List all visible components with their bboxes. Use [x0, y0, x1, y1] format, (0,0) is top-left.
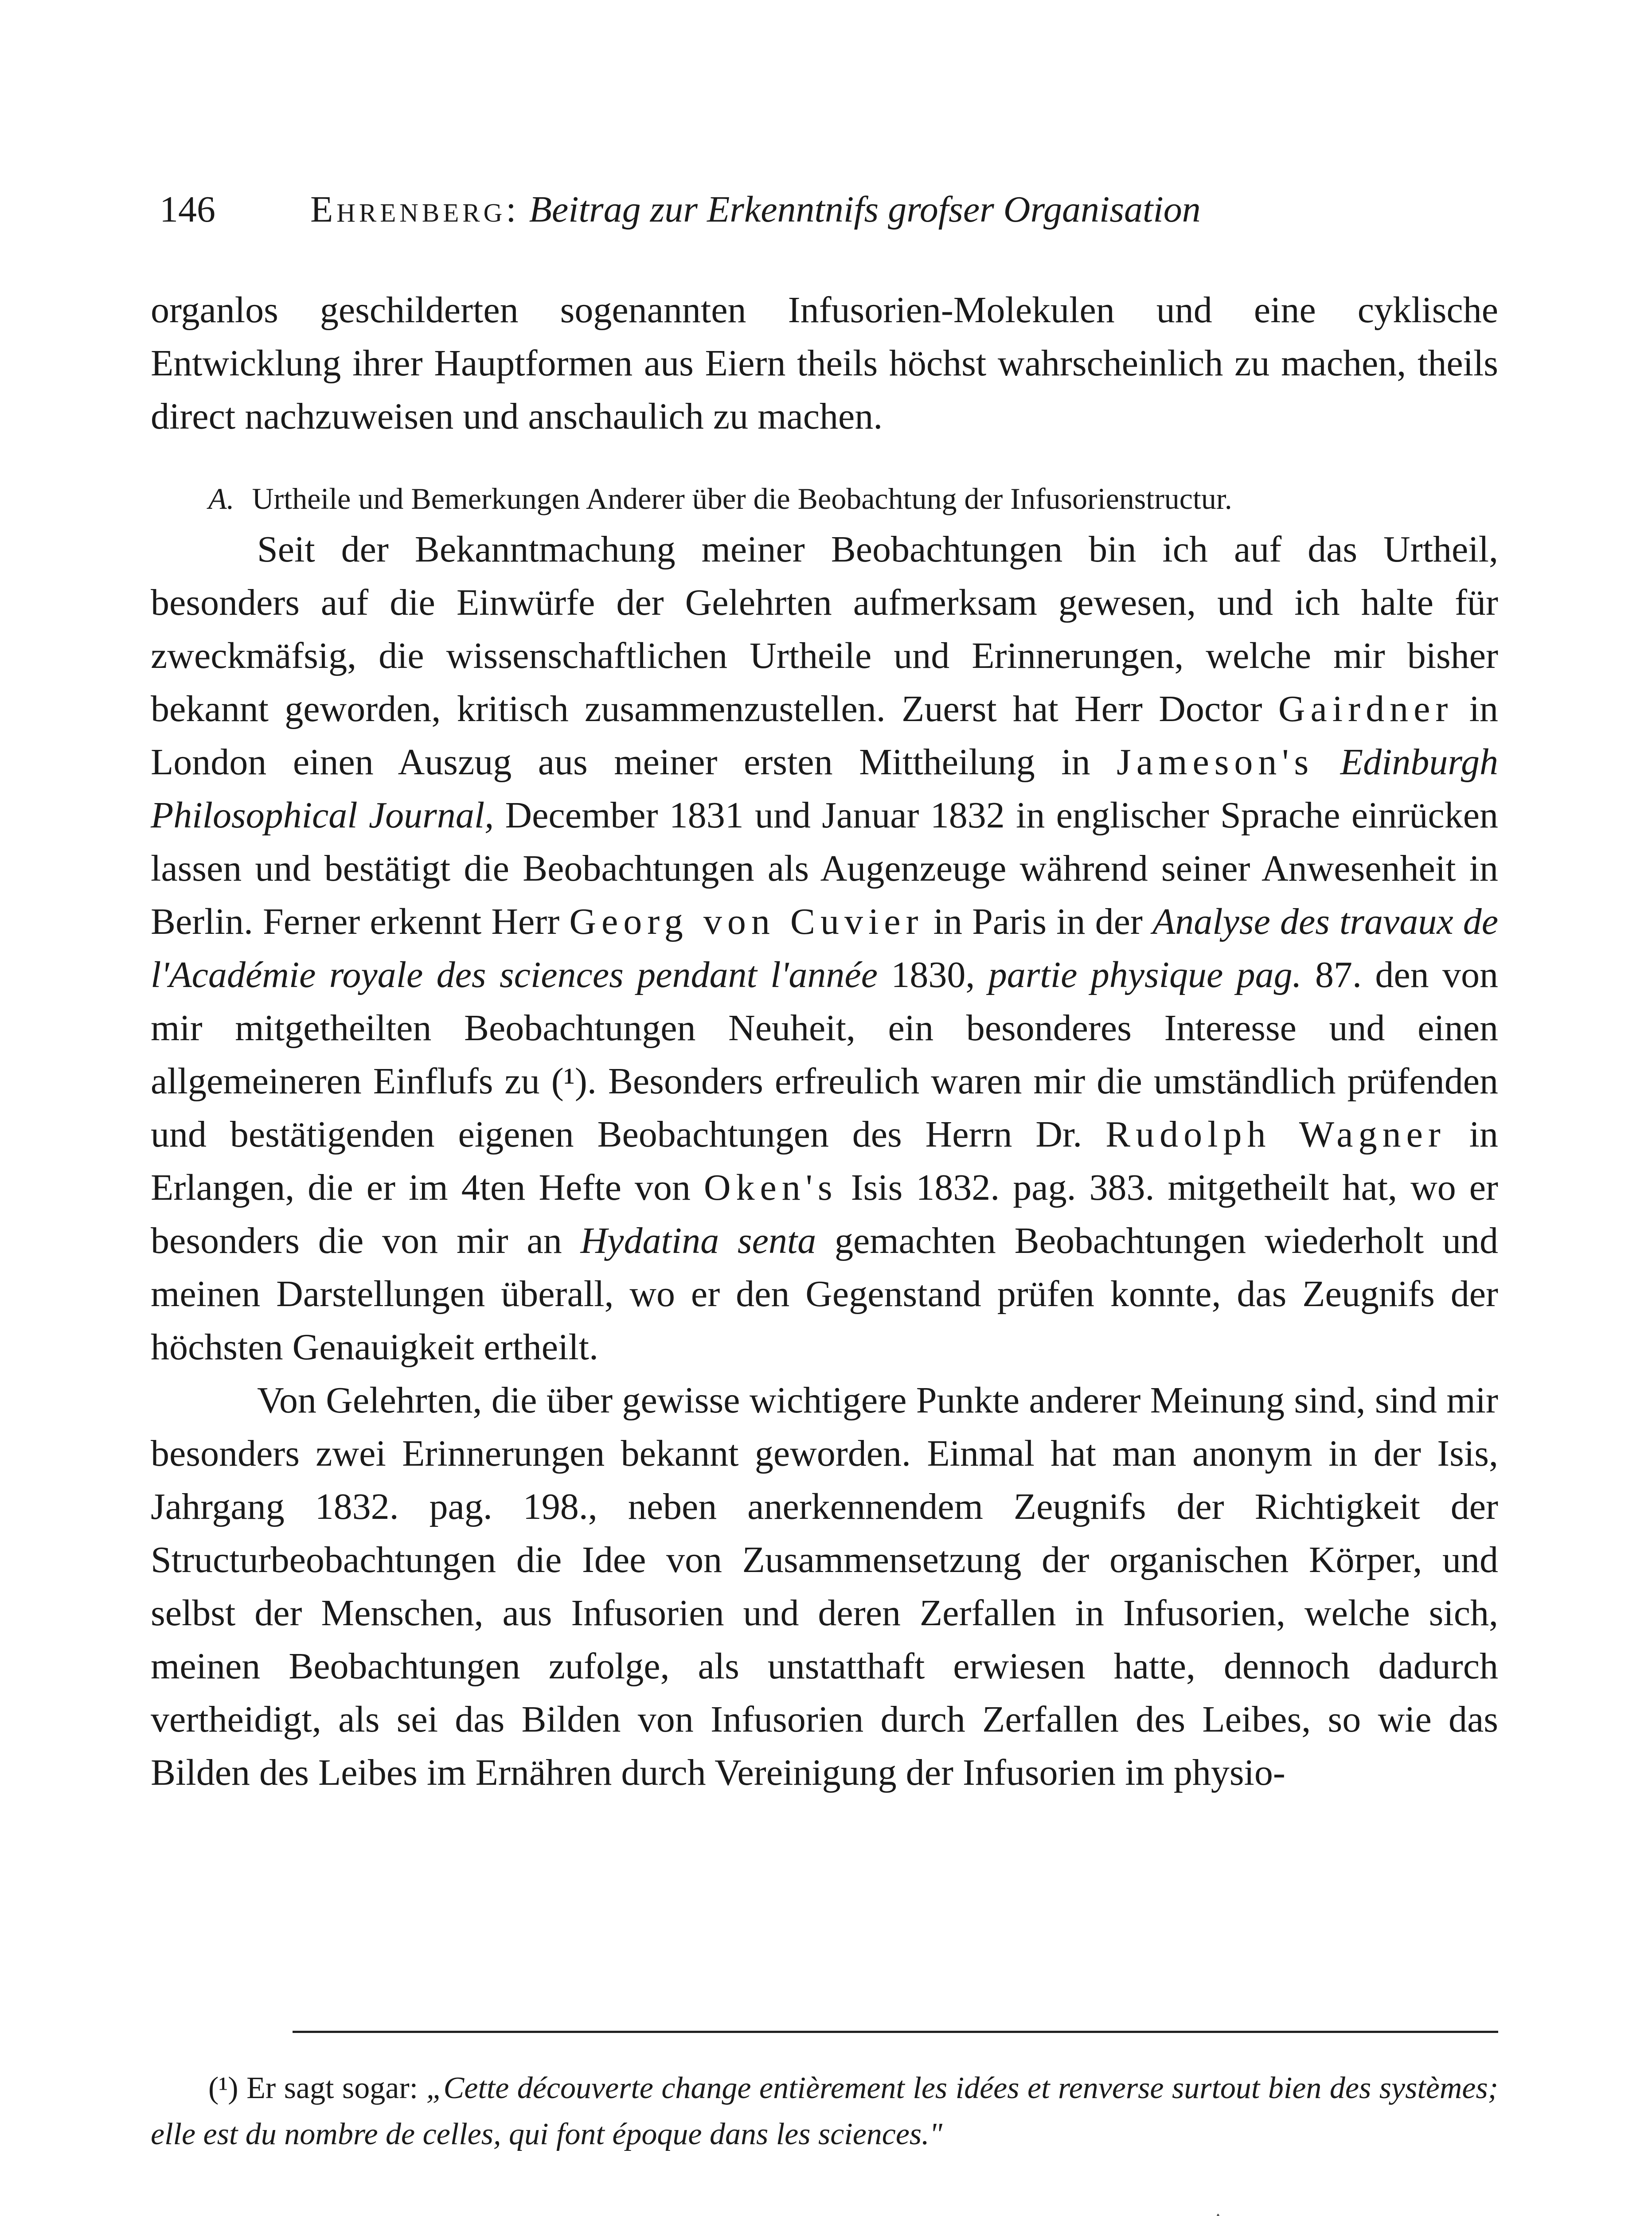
text-run: gemachten Beobachtungen wiederholt und meinen Darstellungen überall, wo er den Gegenstand prüfen konnte, das Zeugnifs der höchsten Genauigkeit ertheilt. — [151, 1220, 1498, 1368]
text-run: 1830, — [878, 954, 988, 995]
header-author: Ehrenberg: — [310, 189, 520, 230]
main-text — [151, 284, 1498, 1799]
footnote — [151, 2065, 1498, 2157]
name-wagner: Rudolph Wagner — [1105, 1114, 1446, 1155]
text-run: December 1831 und Januar 1832 in englischer Sprache einrücken lassen und bestätigt die Beobachtungen als Augenzeuge während seiner Anwesenheit in Berlin. Ferner erkennt Herr — [151, 795, 1498, 942]
name-cuvier: Georg von Cuvier — [569, 901, 924, 942]
text-run: in Paris in der — [923, 901, 1152, 942]
text-run: 87. den von mir mitgetheilten Beobachtungen Neuheit, ein besonderes Interesse und einen allgemeineren Einflufs zu (¹). Besonders erfreulich waren mir die umständlich prüfenden und bestätigenden eigenen Beobachtungen des Herrn Dr. — [151, 954, 1498, 1155]
paragraph-1 — [151, 523, 1498, 1374]
section-heading — [151, 474, 1498, 523]
footnote-divider — [293, 2031, 1498, 2033]
footnote-marker: (¹) — [208, 2071, 238, 2105]
paragraph-continuation: organlos geschilderten sogenannten Infusorien-Molekulen und eine cyklische Entwicklung ihrer Hauptformen aus Eiern theils höchst wahrscheinlich zu machen, theils direct nachzuweisen und anschaulich zu machen. — [151, 289, 1498, 437]
text-run: Seit der Bekanntmachung meiner Beobachtungen bin ich auf das Urtheil, besonders auf die Einwürfe der Gelehrten aufmerksam gewesen, und ich halte für zweckmäfsig, die wissenschaftlichen Urtheile und Erinnerungen, welche mir bisher bekannt geworden, kritisch zusammenzustellen. Zuerst hat Herr Doctor — [151, 529, 1498, 730]
footnote-text — [151, 2065, 1498, 2157]
text-run — [1314, 741, 1340, 783]
journal-title: Edinburgh Philosophical Journal, — [151, 741, 1499, 836]
text-run: in London einen Auszug aus meiner ersten Mittheilung in — [151, 688, 1498, 783]
page-number: 146 — [160, 189, 215, 230]
name-oken: Oken's — [703, 1167, 838, 1208]
name-jameson: Jameson's — [1117, 741, 1314, 783]
text-run: Isis 1832. pag. 383. mitgetheilt hat, wo er besonders die von mir an — [151, 1167, 1498, 1261]
work-section-partie: partie physique pag. — [988, 954, 1302, 995]
section-title: Urtheile und Bemerkungen Anderer über die Beobachtung der Infusorienstructur. — [252, 482, 1232, 515]
text-run: in Erlangen, die er im 4ten Hefte von — [151, 1114, 1498, 1208]
running-header — [160, 185, 1480, 234]
footnote-quote: „Cette découverte change entièrement les idées et renverse surtout bien des systèmes; elle est du nombre de celles, qui font époque dans les sciences." — [151, 2071, 1499, 2151]
name-gairdner: Gairdner — [1278, 688, 1453, 730]
header-title: Beitrag zur Erkenntnifs grofser Organisation — [529, 189, 1201, 230]
section-letter: A. — [208, 482, 234, 515]
species-name: Hydatina senta — [580, 1220, 816, 1261]
paragraph-2: Von Gelehrten, die über gewisse wichtigere Punkte anderer Meinung sind, sind mir besonders zwei Erinnerungen bekannt geworden. Einmal hat man anonym in der Isis, Jahrgang 1832. pag. 198., neben anerkennendem Zeugnifs der Richtigkeit der Structurbeobachtungen die Idee von Zusammensetzung der organischen Körper, und selbst der Menschen, aus Infusorien und deren Zerfallen in Infusorien, welche sich, meinen Beobachtungen zufolge, als unstatthaft erwiesen hatte, dennoch dadurch vertheidigt, als sei das Bilden von Infusorien durch Zerfallen des Leibes, so wie das Bilden des Leibes im Ernähren durch Vereinigung der Infusorien im physio- — [151, 1380, 1498, 1793]
scan-speck — [1217, 2214, 1219, 2216]
work-title-analyse: Analyse des travaux de l'Académie royale des sciences pendant l'année — [151, 901, 1498, 995]
footnote-lead: Er sagt sogar: — [246, 2071, 418, 2105]
